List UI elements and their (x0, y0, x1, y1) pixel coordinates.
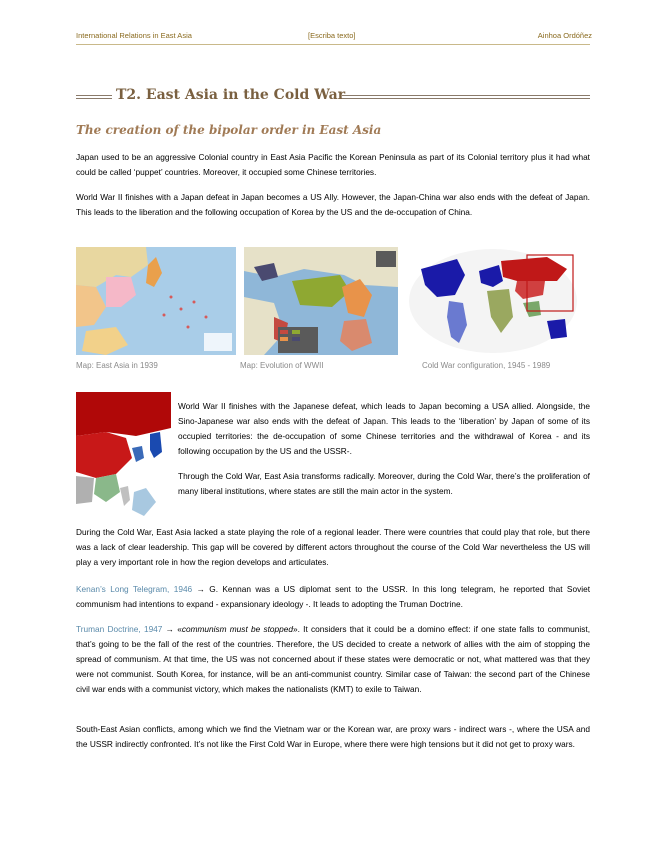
paragraph-1: Japan used to be an aggressive Colonial country in East Asia Pacific the Korean Peninsula as part of its Colonial territory plus it had what could be called ‘puppet’ countries. Moreover, it occupied some Chinese territories. (76, 152, 590, 177)
kennan-label: Kenan’s Long Telegram, 1946 (76, 584, 193, 594)
caption-map-1939: Map: East Asia in 1939 (76, 361, 158, 370)
kennan-text: → G. Kennan was a US diplomat sent to the USSR. In this long telegram, he reported that Soviet communism had intentions to expand - expansionary ideology -. It leads to adopting the Truman Doctrine. (76, 584, 590, 609)
map-evolution-wwii (244, 247, 398, 355)
header-right: Ainhoa Ordóñez (537, 31, 592, 40)
paragraph-3: World War II finishes with the Japanese defeat, which leads to Japan becoming a USA allied. Alongside, the Sino-Japanese war also ends with the defeat of Japan. This leads to the ‘liberation’ by Japan of some of its occupied territories: the de-occupation of some Chinese territories and the withdrawal of Korea - and its following occupation by the US and the USSR-. (178, 401, 590, 456)
truman-arrow: → « (162, 624, 182, 634)
paragraph-4: Through the Cold War, East Asia transforms radically. Moreover, during the Cold War, there’s the proliferation of many liberal institutions, where states are still the main actor in the system. (178, 471, 590, 496)
page-title: T2. East Asia in the Cold War (116, 87, 346, 103)
caption-map-cold-war: Cold War configuration, 1945 - 1989 (422, 361, 551, 370)
paragraph-truman (76, 622, 590, 697)
title-rule-right (342, 95, 590, 99)
header-left: International Relations in East Asia (76, 31, 192, 40)
header-rule (76, 44, 590, 45)
caption-map-wwii: Map: Evolution of WWII (240, 361, 324, 370)
section-subtitle: The creation of the bipolar order in East Asia (76, 123, 382, 137)
paragraph-kennan (76, 582, 590, 612)
truman-quote: communism must be stopped (181, 624, 293, 634)
map-east-asia-cold-war (76, 392, 171, 520)
header-center: [Escriba texto] (308, 31, 356, 40)
truman-text: ». It considers that it could be a domino effect: if one state falls to communist, that’s going to be the fall of the rest of the countries. Therefore, the US decided to create a network of allies with the aim of stopping the spread of communism. At that time, the US was not concerned about if these states were democratic or not, what mattered was that they were not communist. South Korea, for instance, will be an anti-communist country. Similar case of Taiwan: the second part of the Chinese civil war ends with a communist victory, which makes the nationalists (KMT) to exile to Taiwan. (76, 624, 590, 694)
paragraph-proxy-wars: South-East Asian conflicts, among which we find the Vietnam war or the Korean war, are proxy wars - indirect wars -, where the USA and the USSR indirectly confronted. It’s not like the First Cold War in Europe, where there were high tensions but it did not get to proxy wars. (76, 724, 590, 749)
title-rule-left (76, 95, 112, 99)
paragraph-2: World War II finishes with a Japan defeat in Japan becomes a US Ally. However, the Japan-China war also ends with the defeat of Japan. This leads to the liberation and the following occupation of Korea by the US and the de-occupation of China. (76, 192, 590, 217)
truman-label: Truman Doctrine, 1947 (76, 624, 163, 634)
title-block (76, 87, 590, 109)
map-cold-war-configuration (407, 247, 579, 355)
paragraph-5: During the Cold War, East Asia lacked a state playing the role of a regional leader. There were countries that could play that role, but there was a lack of clear leadership. This gap will be covered by different actors throughout the course of the Cold War nevertheless the US will play a very important role in how the region develops and articulates. (76, 527, 590, 567)
map-east-asia-1939 (76, 247, 236, 355)
